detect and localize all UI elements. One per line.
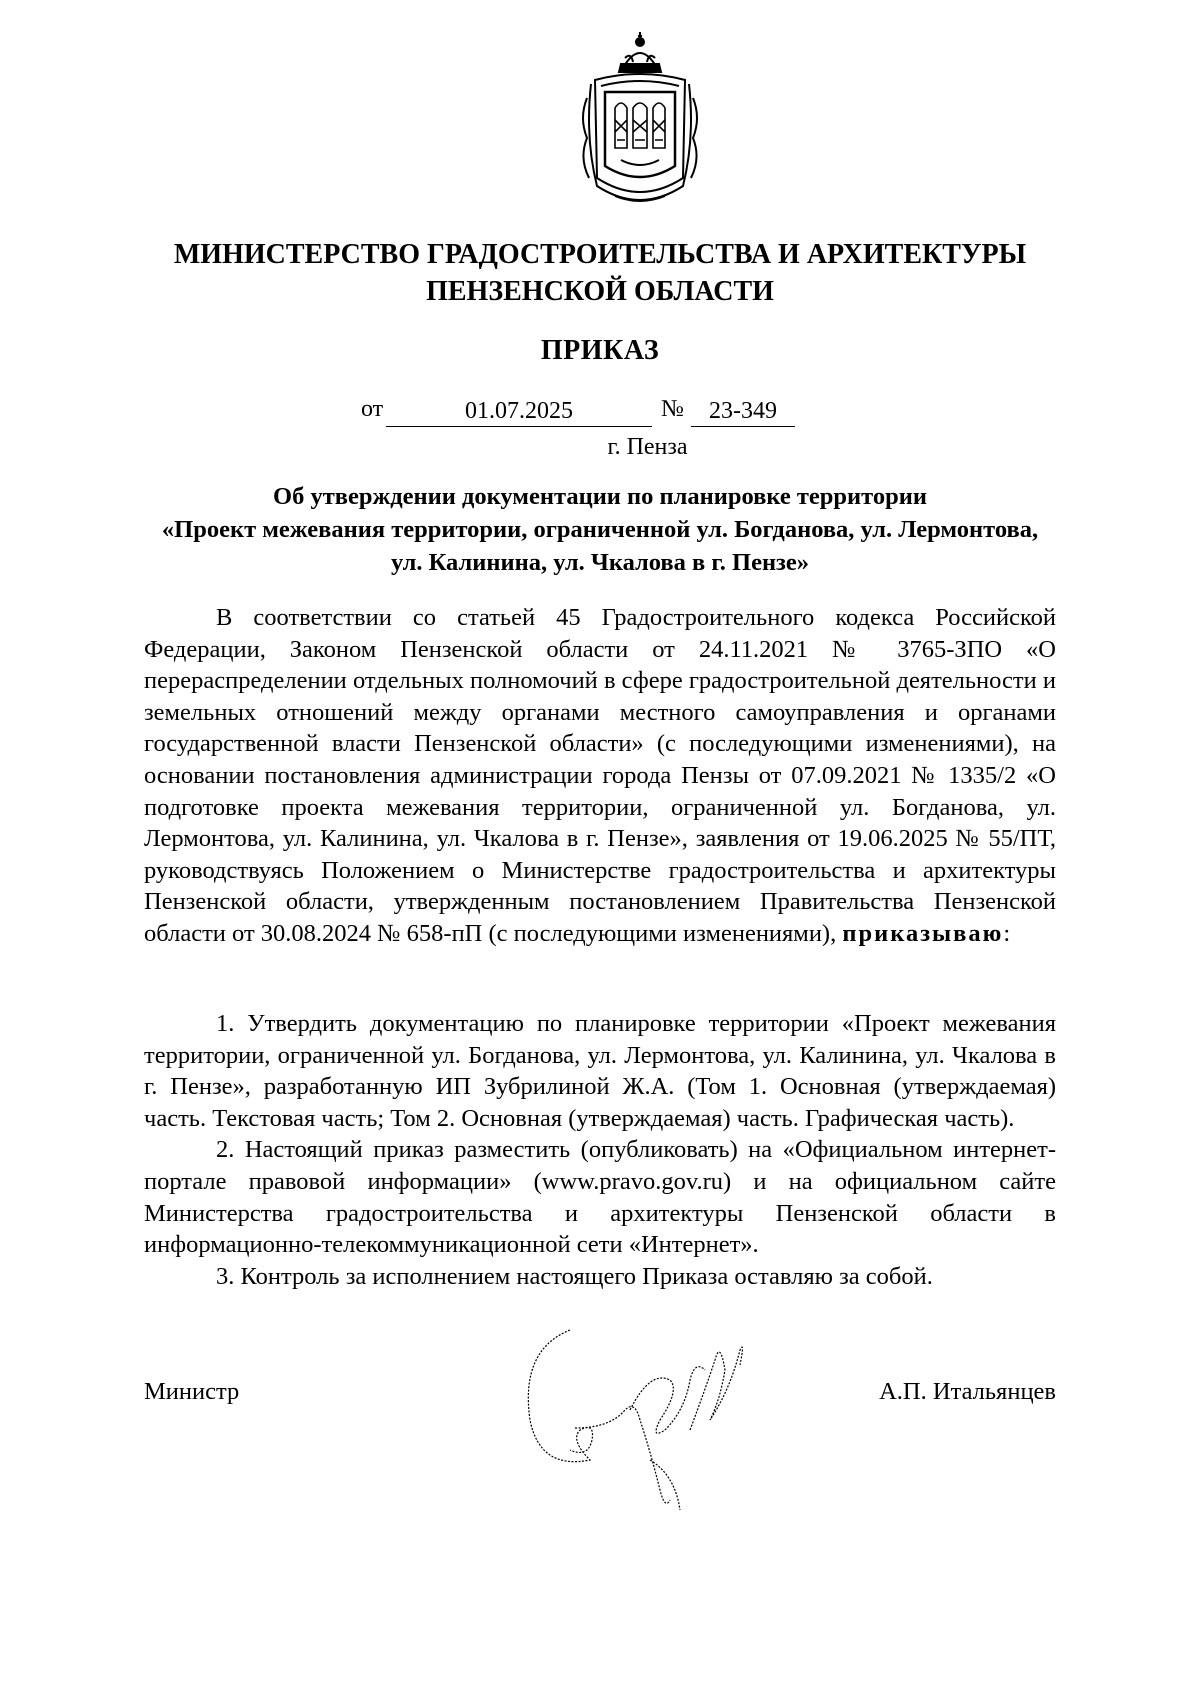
order-item-2: 2. Настоящий приказ разместить (опубликовать) на «Официальном интернет-портале правовой информации» (www.pravo.gov.ru) и на официальном сайте Министерства градостроительства и архитектуры Пензенской области в информационно-телекоммуникационной сети «Интернет». — [144, 1136, 1056, 1259]
city: г. Пенза — [607, 434, 688, 460]
signer-position: Министр — [144, 1378, 240, 1405]
order-word: приказываю — [842, 919, 1004, 947]
number-label: № — [661, 396, 684, 422]
date-number-line — [0, 396, 1200, 430]
signature-block — [144, 1378, 1056, 1418]
subject-line3: ул. Калинина, ул. Чкалова в г. Пензе» — [390, 549, 810, 576]
subject-line2: «Проект межевания территории, ограниченной ул. Богданова, ул. Лермонтова, — [161, 516, 1039, 543]
order-item-1: 1. Утвердить документацию по планировке территории «Проект межевания территории, ограниченной ул. Богданова, ул. Лермонтова, ул. Калинина, ул. Чкалова в г. Пензе», разработанную ИП Зубрилиной Ж.А. (Том 1. Основная (утверждаемая) часть. Текстовая часть; Том 2. Основная (утверждаемая) часть. Графическая часть). — [144, 1010, 1056, 1132]
coat-of-arms-emblem — [575, 28, 705, 213]
subject-line1: Об утверждении документации по планировке территории — [273, 483, 927, 510]
document-date: 01.07.2025 — [386, 396, 652, 427]
ministry-title — [140, 236, 1060, 310]
document-subject — [140, 480, 1060, 579]
document-number: 23-349 — [691, 396, 795, 427]
ministry-title-line1: МИНИСТЕРСТВО ГРАДОСТРОИТЕЛЬСТВА И АРХИТЕКТУРЫ — [173, 239, 1027, 270]
document-type: ПРИКАЗ — [540, 335, 660, 366]
preamble-paragraph — [144, 602, 1056, 950]
ministry-title-line2: ПЕНЗЕНСКОЙ ОБЛАСТИ — [426, 276, 774, 307]
preamble-colon: : — [1003, 919, 1011, 947]
coat-of-arms-icon — [575, 28, 705, 213]
preamble-text: В соответствии со статьей 45 Градостроительного кодекса Российской Федерации, Законом Пензенской области от 24.11.2021 № 3765-ЗПО «О перераспределении отдельных полномочий в сфере градостроительной деятельности и земельных отношений между органами местного самоуправления и органами государственной власти Пензенской области» (с последующими изменениями), на основании постановления администрации города Пензы от 07.09.2021 № 1335/2 «О подготовке проекта межевания территории, ограниченной ул. Богданова, ул. Лермонтова, ул. Калинина, ул. Чкалова в г. Пензе», заявления от 19.06.2025 № 55/ПТ, руководствуясь Положением о Министерстве градостроительства и архитектуры Пензенской области, утвержденным постановлением Правительства Пензенской области от 30.08.2024 № 658-пП (с последующими изменениями), — [144, 604, 1056, 947]
signer-name: А.П. Итальянцев — [879, 1378, 1056, 1405]
date-label: от — [361, 396, 384, 422]
order-items — [144, 1008, 1056, 1292]
order-item-3: 3. Контроль за исполнением настоящего Приказа оставляю за собой. — [216, 1262, 933, 1290]
